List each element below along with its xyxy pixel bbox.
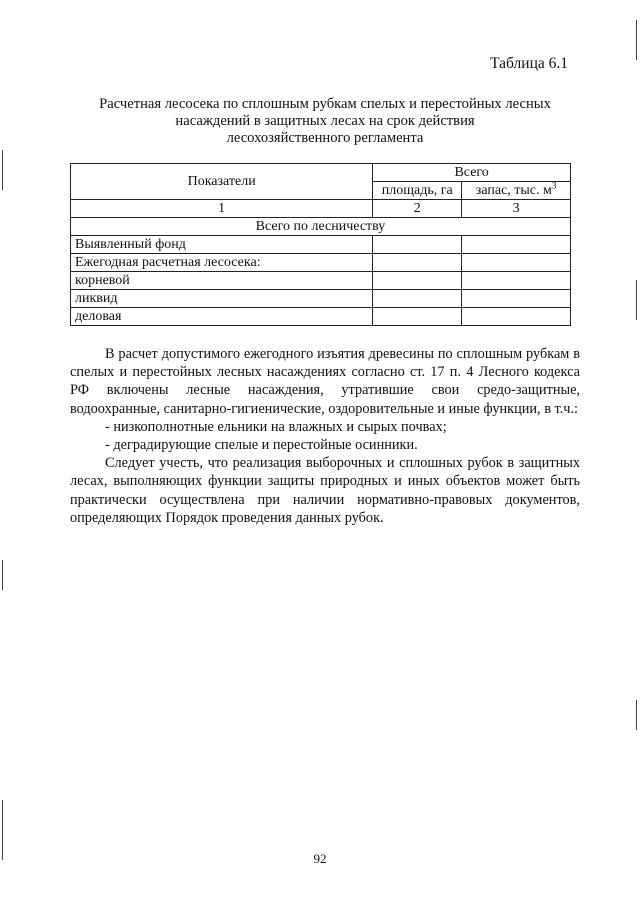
scan-edge-left	[2, 560, 3, 590]
header-indicators: Показатели	[71, 164, 373, 200]
row-stock	[462, 290, 571, 308]
row-area	[373, 272, 462, 290]
page-number: 92	[313, 851, 327, 866]
title-line: насаждений в защитных лесах на срок действия	[175, 113, 475, 129]
table-number-label: Таблица 6.1	[490, 55, 568, 72]
column-number-row	[71, 200, 571, 218]
row-label: ликвид	[71, 290, 373, 308]
row-area	[373, 236, 462, 254]
column-number: 2	[373, 200, 462, 218]
table-row	[71, 272, 571, 290]
row-area	[373, 290, 462, 308]
row-label: корневой	[71, 272, 373, 290]
table-row	[71, 290, 571, 308]
body-text	[70, 345, 580, 527]
title-line: Расчетная лесосека по сплошным рубкам спелых и перестойных лесных	[99, 96, 551, 112]
row-stock	[462, 236, 571, 254]
row-label: Ежегодная расчетная лесосека:	[71, 254, 373, 272]
column-number: 1	[71, 200, 373, 218]
header-stock-text: запас, тыс. м	[475, 182, 552, 198]
header-total: Всего	[373, 164, 571, 182]
section-row	[71, 218, 571, 236]
row-area	[373, 254, 462, 272]
paragraph: Следует учесть, что реализация выборочных и сплошных рубок в защитных лесах, выполняющих функции защиты природных и иных объектов может быть практически осуществлена при наличии нормативно-правовых документов, определяющих Порядок проведения данных рубок.	[70, 455, 580, 526]
row-label: деловая	[71, 308, 373, 326]
table-row	[71, 236, 571, 254]
table-header-row	[71, 164, 571, 182]
header-stock-sup: 3	[551, 179, 557, 190]
row-stock	[462, 254, 571, 272]
column-number: 3	[462, 200, 571, 218]
cutting-area-table	[70, 163, 571, 326]
header-area: площадь, га	[373, 182, 462, 200]
scan-edge-left	[2, 150, 3, 190]
scan-edge-right	[636, 280, 637, 320]
scan-edge-right	[636, 700, 637, 730]
row-label: Выявленный фонд	[71, 236, 373, 254]
title-line: лесохозяйственного регламента	[226, 130, 424, 146]
table-row	[71, 254, 571, 272]
table-title	[70, 96, 580, 147]
row-area	[373, 308, 462, 326]
row-stock	[462, 272, 571, 290]
paragraph: В расчет допустимого ежегодного изъятия древесины по сплошным рубкам в спелых и перестойных лесных насаждениях согласно ст. 17 п. 4 Лесного кодекса РФ включены лесные насаждения, утратившие свои средо-защитные, водоохранные, санитарно-гигиенические, оздоровительные и иные функции, в т.ч.:	[70, 346, 580, 417]
list-item: - деградирующие спелые и перестойные осинники.	[105, 437, 418, 454]
row-stock	[462, 308, 571, 326]
header-stock	[462, 179, 571, 200]
list-item: - низкополнотные ельники на влажных и сырых почвах;	[105, 418, 447, 435]
table-row	[71, 308, 571, 326]
section-title: Всего по лесничеству	[71, 218, 571, 236]
scan-edge-right	[636, 20, 637, 60]
